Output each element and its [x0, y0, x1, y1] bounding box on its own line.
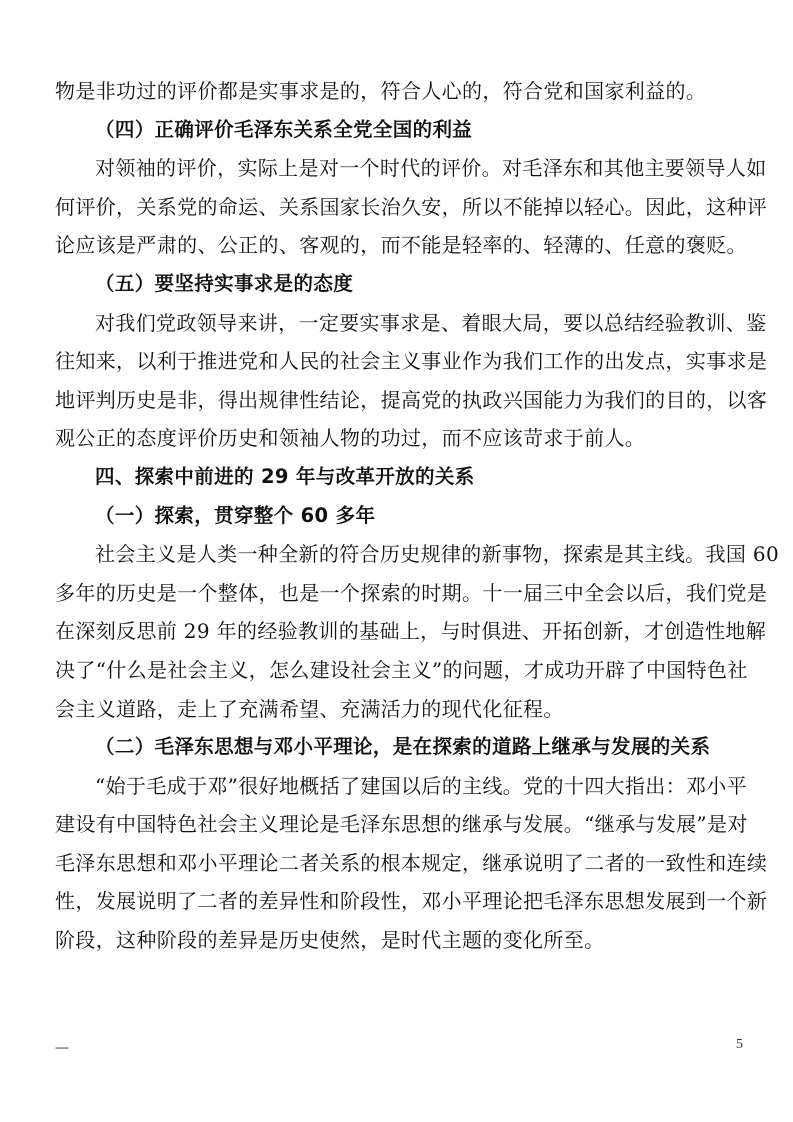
text-line: 观公正的态度评价历史和领袖人物的功过，而不应该苛求于前人。: [55, 426, 646, 451]
text-line: 物是非功过的评价都是实事求是的，符合人心的，符合党和国家利益的。: [55, 79, 707, 103]
page-number: 5: [736, 1037, 743, 1052]
section-heading: （一）探索，贯穿整个 60 多年: [95, 503, 376, 527]
paragraph-first-line: 对领袖的评价，实际上是对一个时代的评价。对毛泽东和其他主要领导人如: [95, 156, 767, 181]
text-line: 何评价，关系党的命运、关系国家长治久安，所以不能掉以轻心。因此，这种评: [55, 194, 768, 219]
section-heading: （二）毛泽东思想与邓小平理论，是在探索的道路上继承与发展的关系: [95, 735, 711, 759]
section-heading: （五）要坚持实事求是的态度: [95, 271, 354, 295]
text-line: 往知来，以利于推进党和人民的社会主义事业作为我们工作的出发点，实事求是: [55, 349, 768, 374]
text-line: 多年的历史是一个整体，也是一个探索的时期。十一届三中全会以后，我们党是: [55, 580, 768, 605]
text-line: 在深刻反思前 29 年的经验教训的基础上，与时俱进、开拓创新，才创造性地解: [55, 619, 767, 644]
chapter-heading: 四、探索中前进的 29 年与改革开放的关系: [95, 464, 475, 488]
paragraph-first-line: “始于毛成于邓”很好地概括了建国以后的主线。党的十四大指出：邓小平: [95, 773, 747, 798]
section-heading: （四）正确评价毛泽东关系全党全国的利益: [95, 117, 473, 141]
text-line: 论应该是严肃的、公正的、客观的，而不能是轻率的、轻薄的、任意的褒贬。: [55, 233, 747, 258]
text-line: 毛泽东思想和邓小平理论二者关系的根本规定，继承说明了二者的一致性和连续: [55, 850, 768, 875]
text-line: 会主义道路，走上了充满希望、充满活力的现代化征程。: [55, 696, 564, 721]
paragraph-first-line: 对我们党政领导来讲，一定要实事求是、着眼大局，要以总结经验教训、鉴: [95, 310, 767, 335]
document-body: [55, 72, 780, 960]
text-line: 决了“什么是社会主义，怎么建设社会主义”的问题，才成功开辟了中国特色社: [55, 657, 748, 682]
footer-mark: —: [55, 1040, 69, 1056]
text-line: 阶段，这种阶段的差异是历史使然，是时代主题的变化所至。: [55, 928, 605, 953]
text-line: 建设有中国特色社会主义理论是毛泽东思想的继承与发展。“继承与发展”是对: [55, 812, 748, 837]
text-line: 地评判历史是非，得出规律性结论，提高党的执政兴国能力为我们的目的，以客: [55, 387, 768, 412]
text-line: 性，发展说明了二者的差异性和阶段性，邓小平理论把毛泽东思想发展到一个新: [55, 889, 768, 914]
paragraph-first-line: 社会主义是人类一种全新的符合历史规律的新事物，探索是其主线。我国 60: [95, 542, 780, 567]
